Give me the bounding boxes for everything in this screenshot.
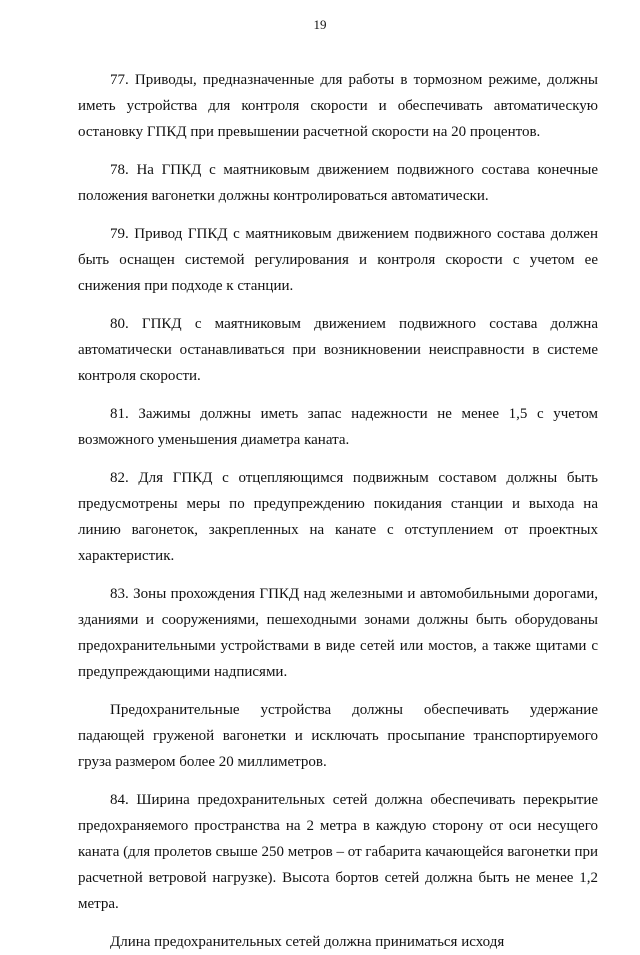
paragraph-83: 83. Зоны прохождения ГПКД над железными и автомобильными дорогами, зданиями и сооружениями, пешеходными зонами должны быть оборудованы предохранительными устройствами в виде сетей или мостов, а также щитами с предупреждающими надписями. (78, 586, 598, 680)
document-body (78, 67, 598, 955)
paragraph-77: 77. Приводы, предназначенные для работы в тормозном режиме, должны иметь устройства для контроля скорости и обеспечивать автоматическую остановку ГПКД при превышении расчетной скорости на 20 процентов. (78, 72, 598, 140)
paragraph-80: 80. ГПКД с маятниковым движением подвижного состава должна автоматически останавливаться при возникновении неисправности в системе контроля скорости. (78, 316, 598, 384)
paragraph-79: 79. Привод ГПКД с маятниковым движением подвижного состава должен быть оснащен системой регулирования и контроля скорости с учетом ее снижения при подходе к станции. (78, 226, 598, 294)
paragraph-82: 82. Для ГПКД с отцепляющимся подвижным составом должны быть предусмотрены меры по предупреждению покидания станции и выхода на линию вагонеток, закрепленных на канате с отступлением от проектных характеристик. (78, 470, 598, 564)
paragraph-83-continued: Предохранительные устройства должны обеспечивать удержание падающей груженой вагонетки и исключать просыпание транспортируемого груза размером более 20 миллиметров. (78, 702, 598, 770)
paragraph-81: 81. Зажимы должны иметь запас надежности не менее 1,5 с учетом возможного уменьшения диаметра каната. (78, 406, 598, 448)
paragraph-78: 78. На ГПКД с маятниковым движением подвижного состава конечные положения вагонетки должны контролироваться автоматически. (78, 162, 598, 204)
paragraph-84: 84. Ширина предохранительных сетей должна обеспечивать перекрытие предохраняемого пространства на 2 метра в каждую сторону от оси несущего каната (для пролетов свыше 250 метров – от габарита качающейся вагонетки при расчетной ветровой нагрузке). Высота бортов сетей должна быть не менее 1,2 метра. (78, 792, 598, 912)
page-number: 19 (313, 17, 327, 32)
paragraph-84-continued: Длина предохранительных сетей должна приниматься исходя (110, 934, 505, 950)
